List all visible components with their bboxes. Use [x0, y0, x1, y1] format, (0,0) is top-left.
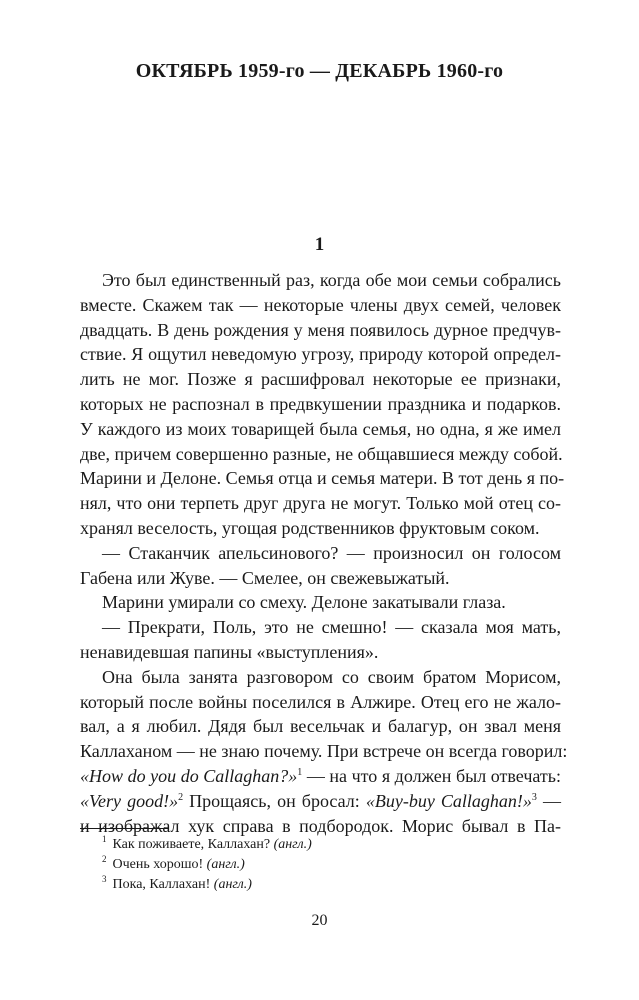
- text-fragment: — на что я должен был отвечать:: [302, 765, 561, 786]
- text-line: У каждого из моих товарищей была семья, но одна, я же имел: [80, 418, 561, 439]
- footnote: [80, 835, 550, 855]
- text-line: двадцать. В день рождения у меня появилось дурное предчув-: [80, 319, 561, 340]
- page-number: 20: [311, 912, 328, 929]
- footnote-text: Очень хорошо!: [112, 857, 207, 872]
- english-quote: «How do you do Callaghan?»: [80, 765, 298, 786]
- text-line: Марини и Делоне. Семья отца и семья матери. В тот день я по-: [80, 468, 565, 489]
- footnote: [80, 875, 550, 895]
- text-line: ствие. Я ощутил неведомую угрозу, природу которой определ-: [80, 344, 561, 365]
- footnote-ref: 3: [531, 791, 537, 803]
- text-line: вместе. Скажем так — некоторые члены двух семей, человек: [80, 294, 561, 315]
- footnote-divider: [80, 828, 168, 829]
- footnote: [80, 855, 550, 875]
- footnote-lang: (англ.): [273, 837, 312, 852]
- body-text: [80, 268, 568, 838]
- english-quote: «Buy-buy Callaghan!»: [365, 790, 532, 811]
- text-line: лить не мог. Позже я расшифровал некоторые ее признаки,: [80, 369, 561, 390]
- footnote-number: 2: [102, 854, 107, 865]
- text-line: который после войны поселился в Алжире. Отец его не жало-: [80, 691, 561, 712]
- footnote-text: Пока, Каллахан!: [112, 877, 214, 892]
- footnote-lang: (англ.): [213, 877, 252, 892]
- chapter-title: ОКТЯБРЬ 1959-го — ДЕКАБРЬ 1960-го: [135, 60, 504, 82]
- section-number: 1: [314, 234, 325, 255]
- text-line: — Прекрати, Поль, это не смешно! — сказала моя мать,: [102, 617, 561, 638]
- footnote-ref: 1: [297, 766, 303, 778]
- footnote-number: 3: [102, 874, 107, 885]
- text-line: Марини умирали со смеху. Делоне закатывали глаза.: [102, 592, 506, 613]
- footnote-number: 1: [102, 834, 107, 845]
- footnote-ref: 2: [178, 791, 184, 803]
- text-line: нял, что они терпеть друг друга не могут. Только мой отец со-: [80, 493, 561, 514]
- text-line: — Стаканчик апельсинового? — произносил он голосом: [102, 542, 561, 563]
- text-line: Каллаханом — не знаю почему. При встрече он всегда говорил:: [80, 741, 568, 762]
- text-line: и изображал хук справа в подбородок. Морис бывал в Па-: [80, 815, 561, 836]
- text-line: ненавидевшая папины «выступления».: [80, 641, 379, 662]
- text-line: две, причем совершенно разные, не общавшиеся между собой.: [80, 443, 563, 464]
- text-line: [80, 764, 561, 789]
- footnote-lang: (англ.): [206, 857, 245, 872]
- text-line: Она была занята разговором со своим братом Морисом,: [102, 666, 561, 687]
- footnote-text: Как поживаете, Каллахан?: [112, 837, 274, 852]
- text-line: Габена или Жуве. — Смелее, он свежевыжатый.: [80, 567, 450, 588]
- text-line: [80, 789, 561, 814]
- text-fragment: Прощаясь, он бросал:: [183, 790, 366, 811]
- text-line: хранял веселость, угощая родственников фруктовым соком.: [80, 517, 540, 538]
- text-line: Это был единственный раз, когда обе мои семьи собрались: [102, 270, 561, 290]
- footnotes: [80, 835, 550, 895]
- english-quote: «Very good!»: [80, 790, 179, 811]
- text-line: вал, а я любил. Дядя был весельчак и балагур, он звал меня: [80, 716, 561, 737]
- text-fragment: —: [536, 790, 561, 811]
- text-line: которых не распознал в предвкушении праздника и подарков.: [80, 393, 561, 414]
